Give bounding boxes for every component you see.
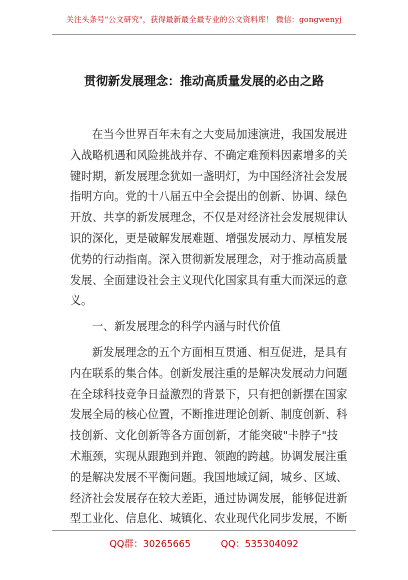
footer-divider [52, 530, 356, 531]
paragraph-line: 开放、共享的新发展理念，不仅是对经济社会发展规律认 [70, 211, 348, 225]
header-notice: 关注头条号"公文研究"，获得最新最全最专业的公文资料库！ 微信：gongwenyj [66, 15, 342, 24]
paragraph-line: 优势的行动指南。深入贯彻新发展理念，对于推动高质量 [70, 252, 348, 266]
footer-qq-group: QQ群：30265665 [109, 539, 191, 550]
footer-qq: QQ：535304092 [220, 539, 299, 550]
paragraph-line: 指明方向。党的十八届五中全会提出的创新、协调、绿色 [70, 190, 348, 204]
paragraph-line: 新发展理念的五个方面相互贯通、相互促进，是具有 [92, 345, 348, 359]
paragraph-line: 型工业化、信息化、城镇化、农业现代化同步发展，不断 [70, 512, 348, 526]
paragraph-line: 在当今世界百年未有之大变局加速演进，我国发展进 [92, 128, 348, 141]
paragraph-line: 内在联系的集合体。创新发展注重的是解决发展动力问题 [70, 366, 348, 380]
paragraph-line: 发展全局的核心位置，不断推进理论创新、制度创新、科 [70, 408, 348, 422]
paragraph-line: 经济社会发展存在较大差距，通过协调发展，能够促进新 [70, 491, 348, 505]
paragraph-line: 技创新、文化创新等各方面创新，才能突破"卡脖子"技 [70, 429, 338, 443]
paragraph-line: 术瓶颈，实现从跟跑到并跑、领跑的跨越。协调发展注重 [70, 449, 348, 463]
footer-contact [0, 536, 408, 550]
paragraph-line: 发展、全面建设社会主义现代化国家具有重大而深远的意 [70, 273, 348, 287]
paragraph-line: 识的深化，更是破解发展难题、增强发展动力、厚植发展 [70, 231, 348, 245]
paragraph-line: 在全球科技竞争日益激烈的背景下，只有把创新摆在国家 [70, 387, 348, 401]
paragraph-line: 义。 [70, 294, 93, 308]
document-body [70, 125, 348, 530]
header-divider [52, 34, 356, 35]
paragraph-line: 键时期，新发展理念犹如一盏明灯，为中国经济社会发展 [70, 169, 348, 183]
section-heading: 一、新发展理念的科学内涵与时代价值 [92, 320, 281, 334]
paragraph-line: 的是解决发展不平衡问题。我国地域辽阔，城乡、区域、 [70, 470, 348, 484]
paragraph-line: 入战略机遇和风险挑战并存、不确定难预料因素增多的关 [70, 148, 348, 162]
document-title: 贯彻新发展理念：推动高质量发展的必由之路 [83, 74, 324, 88]
